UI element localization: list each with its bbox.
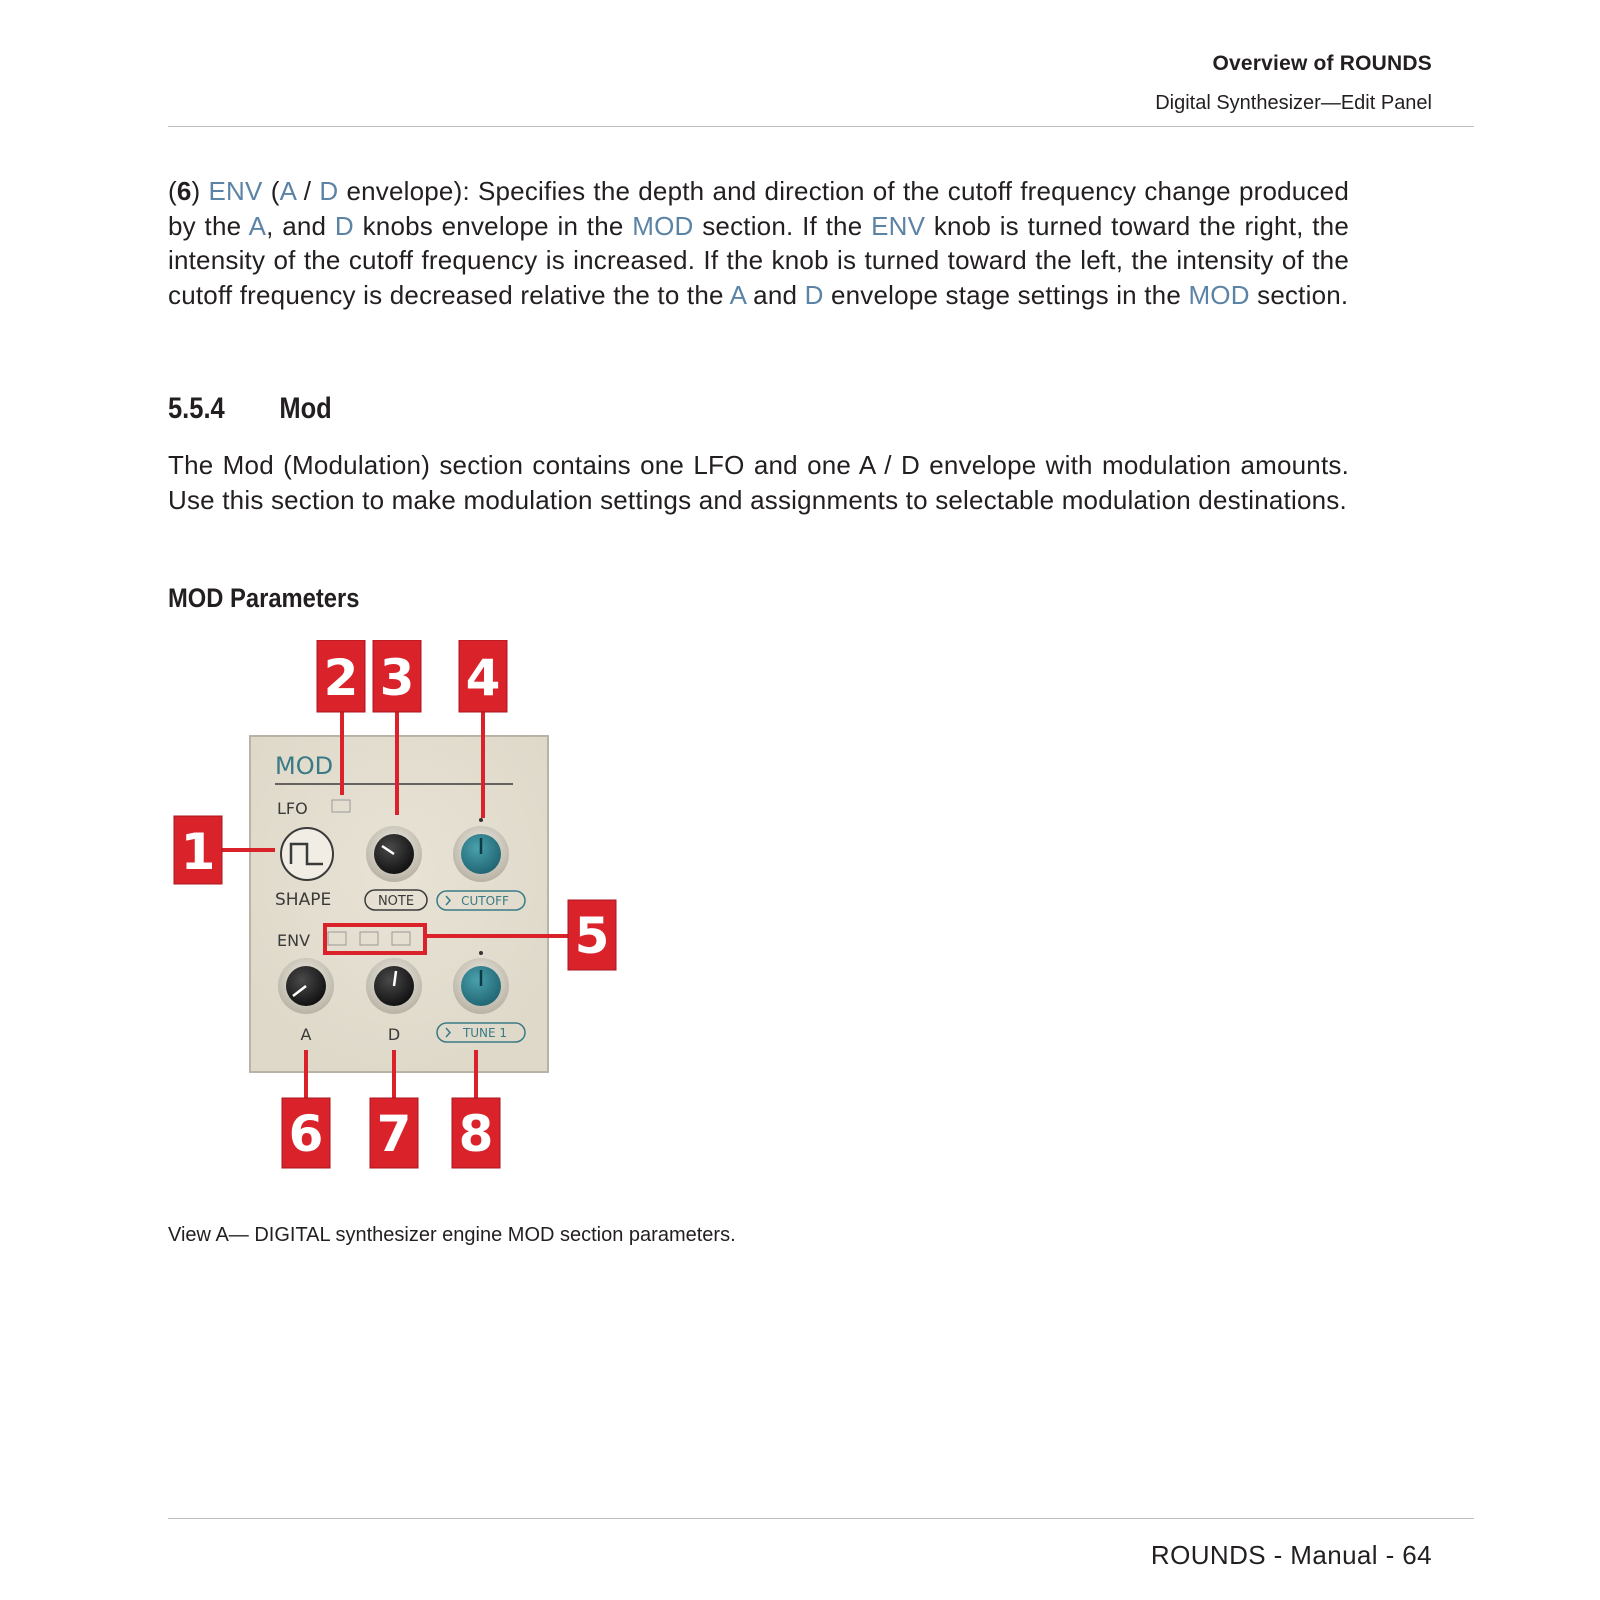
- a-ref: A: [729, 279, 746, 310]
- decay-label: D: [387, 1025, 401, 1044]
- figure-caption: View A— DIGITAL synthesizer engine MOD section parameters.: [168, 1224, 736, 1246]
- section-number: 5.5.4: [168, 392, 225, 425]
- callout-6: 6: [288, 1105, 324, 1163]
- section-title: Mod: [279, 392, 332, 425]
- lfo-amount-center-dot: [479, 818, 483, 822]
- mod-panel-illustration: [160, 640, 660, 1210]
- callout-3: 3: [379, 649, 415, 707]
- shape-label: SHAPE: [275, 890, 332, 910]
- text-run: /: [295, 176, 320, 206]
- footer-rule: [168, 1518, 1474, 1519]
- running-header-subtitle: Digital Synthesizer—Edit Panel: [1155, 92, 1432, 114]
- d-ref: D: [319, 176, 339, 206]
- d-ref: D: [334, 210, 354, 241]
- text-run: envelope stage settings in the: [823, 279, 1189, 310]
- callout-5: 5: [574, 907, 610, 965]
- mod-section-figure: [160, 640, 660, 1210]
- d-ref: D: [804, 279, 824, 310]
- running-header-title: Overview of ROUNDS: [1212, 52, 1432, 75]
- text-run: envelope): Specifies the depth and direction of the cutoff frequency change produced by the: [168, 176, 1349, 241]
- text-run: (: [262, 176, 280, 206]
- panel-title-mod: MOD: [275, 752, 334, 780]
- text-run: knobs envelope in the: [353, 210, 633, 241]
- mod-ref: MOD: [632, 210, 694, 241]
- env-parameter-paragraph: [168, 174, 1349, 312]
- callout-7: 7: [376, 1105, 412, 1163]
- paren-open: (: [168, 176, 177, 206]
- cutoff-label: CUTOFF: [461, 894, 509, 908]
- text-run: , and: [266, 210, 335, 241]
- text-run: section. If the: [693, 210, 872, 241]
- tune-label: TUNE 1: [462, 1026, 508, 1040]
- a-ref: A: [279, 176, 296, 206]
- callout-2: 2: [323, 649, 359, 707]
- env-label: ENV: [277, 931, 311, 950]
- mod-intro-paragraph: The Mod (Modulation) section contains one LFO and one A / D envelope with modulation amounts. Use this section to make modulation settings and assignments to selectable modulation destinations.: [168, 450, 1349, 515]
- mod-parameters-heading: MOD Parameters: [168, 583, 360, 613]
- env-ref: ENV: [208, 176, 263, 206]
- lfo-label: LFO: [277, 799, 308, 818]
- callout-4: 4: [465, 649, 501, 707]
- text-run: and: [745, 279, 805, 310]
- callout-1: 1: [180, 823, 216, 881]
- page-footer: ROUNDS - Manual - 64: [1150, 1540, 1432, 1570]
- paren-close: ): [191, 176, 209, 206]
- header-rule: [168, 126, 1474, 127]
- item-number: 6: [176, 176, 192, 206]
- mod-ref: MOD: [1188, 279, 1250, 310]
- env-amount-center-dot: [479, 951, 483, 955]
- text-run: knob is turned toward the right, the intensity of the cutoff frequency is increased. If the knob is turned toward the left, the intensity of the cutoff frequency is decreased relative the to the: [168, 210, 1349, 310]
- attack-label: A: [300, 1025, 312, 1044]
- env-ref: ENV: [871, 210, 926, 241]
- a-ref: A: [248, 210, 267, 241]
- section-heading: [168, 392, 332, 432]
- text-run: section.: [1249, 279, 1349, 310]
- callout-8: 8: [458, 1105, 494, 1163]
- note-label: NOTE: [377, 894, 415, 909]
